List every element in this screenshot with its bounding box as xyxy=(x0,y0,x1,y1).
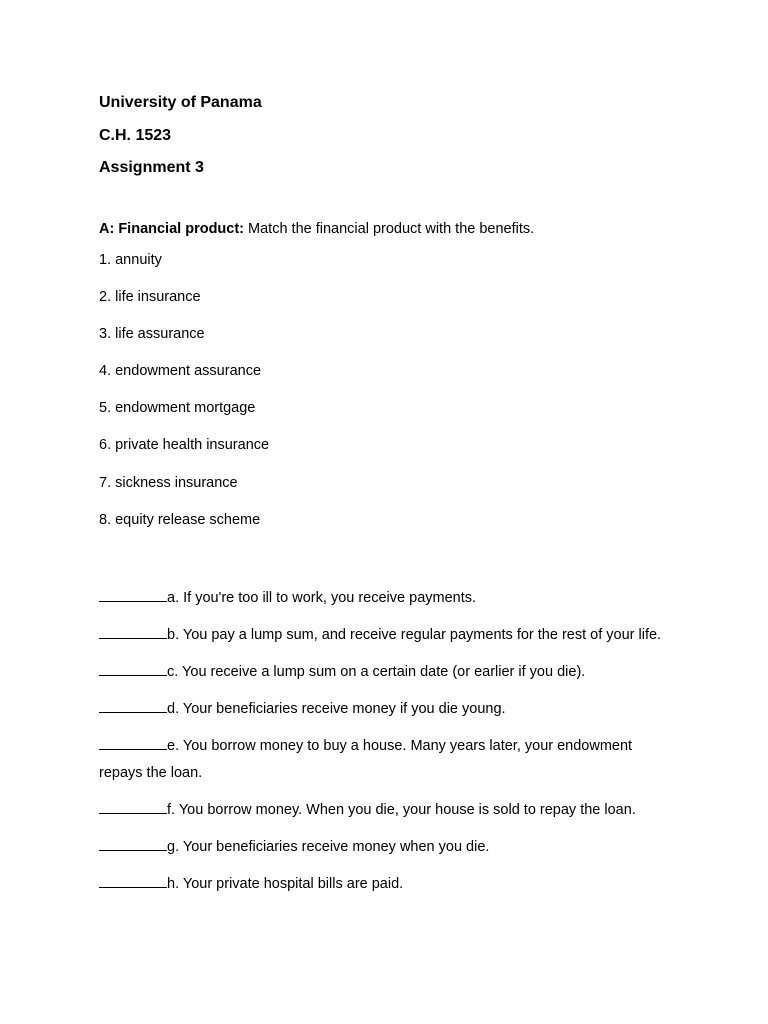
university-title: University of Panama xyxy=(99,94,262,111)
product-list xyxy=(99,251,269,548)
product-item-3: 3. life assurance xyxy=(99,326,205,343)
product-item-2: 2. life insurance xyxy=(99,289,201,306)
answer-blank-e[interactable] xyxy=(99,735,167,750)
document-header xyxy=(99,93,659,191)
course-code: C.H. 1523 xyxy=(99,126,172,144)
product-item-5: 5. endowment mortgage xyxy=(99,400,256,417)
benefit-text-c: c. You receive a lump sum on a certain date (or earlier if you die). xyxy=(167,664,586,680)
product-item-7: 7. sickness insurance xyxy=(99,474,238,491)
section-a-instruction: Match the financial product with the benefits. xyxy=(244,221,535,237)
benefit-text-d: d. Your beneficiaries receive money if you die young. xyxy=(167,701,506,717)
benefit-text-b: b. You pay a lump sum, and receive regular payments for the rest of your life. xyxy=(167,627,662,643)
benefit-item-f xyxy=(99,797,669,824)
benefit-item-h xyxy=(99,871,669,898)
benefit-list xyxy=(99,585,669,908)
product-item-1: 1. annuity xyxy=(99,252,162,268)
benefit-text-a: a. If you're too ill to work, you receive payments. xyxy=(167,590,477,606)
benefit-item-a xyxy=(99,585,669,612)
answer-blank-c[interactable] xyxy=(99,661,167,676)
answer-blank-g[interactable] xyxy=(99,836,167,851)
answer-blank-b[interactable] xyxy=(99,624,167,639)
benefit-item-b xyxy=(99,622,669,649)
section-a-heading xyxy=(99,220,534,238)
benefit-item-d xyxy=(99,696,669,723)
benefit-item-c xyxy=(99,659,669,686)
product-item-4: 4. endowment assurance xyxy=(99,363,262,380)
answer-blank-d[interactable] xyxy=(99,698,167,713)
answer-blank-a[interactable] xyxy=(99,587,167,602)
benefit-item-g xyxy=(99,834,669,861)
benefit-text-h: h. Your private hospital bills are paid. xyxy=(167,876,404,892)
answer-blank-f[interactable] xyxy=(99,799,167,814)
product-item-6: 6. private health insurance xyxy=(99,437,270,454)
benefit-item-e xyxy=(99,733,669,787)
answer-blank-h[interactable] xyxy=(99,873,167,888)
section-a-label: A: Financial product: xyxy=(99,221,244,237)
benefit-text-g: g. Your beneficiaries receive money when you die. xyxy=(167,839,490,855)
benefit-text-e: e. You borrow money to buy a house. Many years later, your endowment repays the loan. xyxy=(99,738,633,781)
benefit-text-f: f. You borrow money. When you die, your house is sold to repay the loan. xyxy=(167,802,636,818)
assignment-title: Assignment 3 xyxy=(99,159,204,176)
product-item-8: 8. equity release scheme xyxy=(99,511,261,528)
